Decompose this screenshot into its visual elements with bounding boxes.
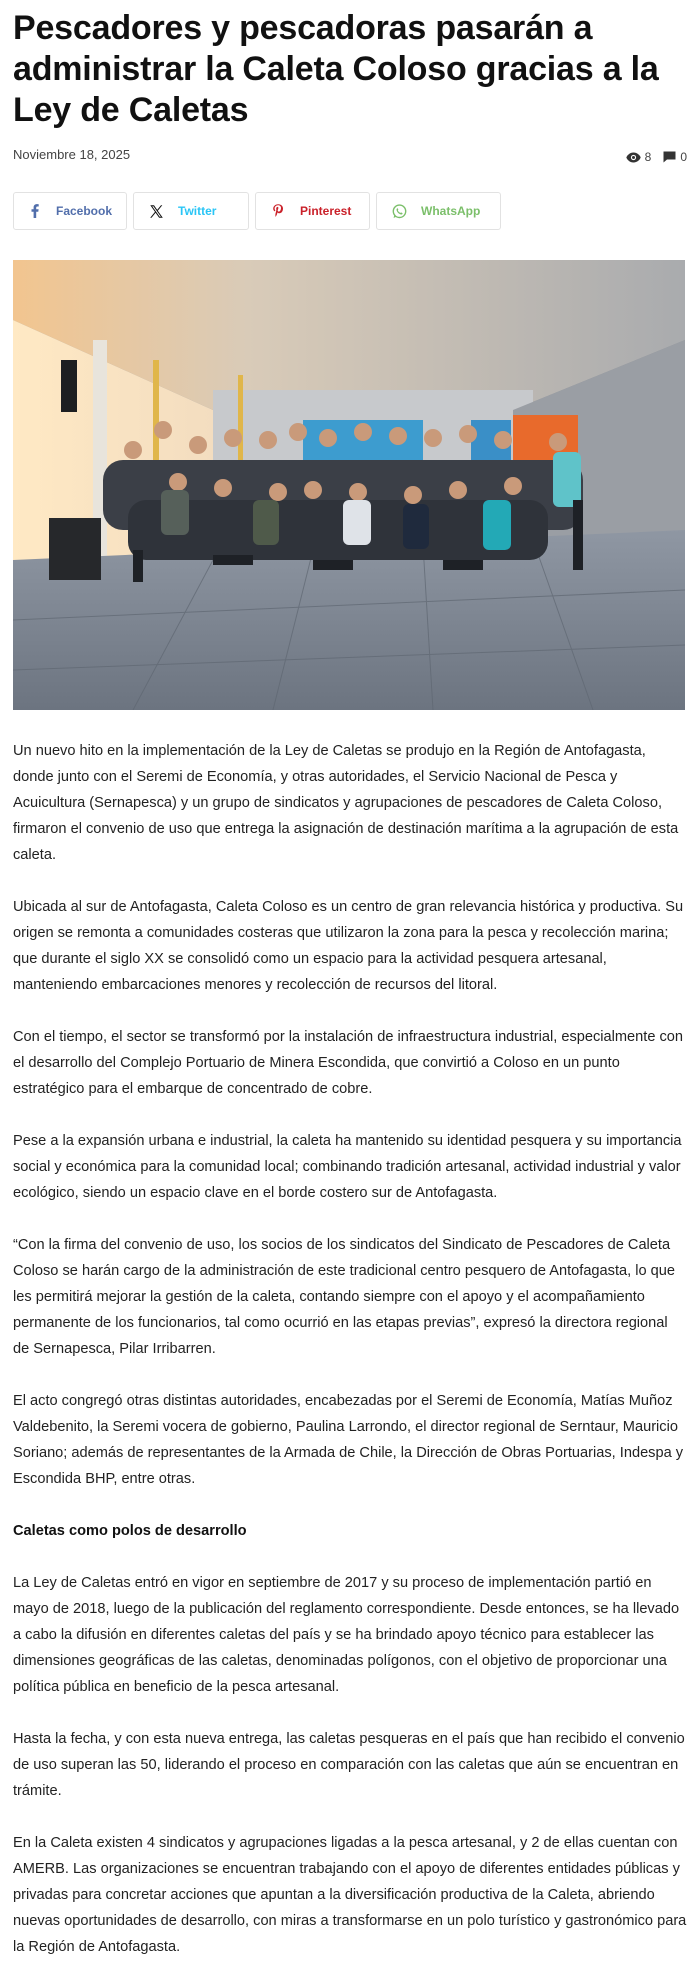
whatsapp-share-button[interactable] [376,192,501,230]
whatsapp-icon [391,203,407,219]
article-counters [626,150,687,164]
article-date: Noviembre 18, 2025 [13,147,131,162]
article-title: Pescadores y pescadoras pasarán a administrar la Caleta Coloso gracias a la Ley de Caletas [13,9,659,129]
facebook-label: Facebook [55,204,112,218]
comments-counter[interactable] [663,150,687,164]
facebook-icon [28,203,42,219]
pinterest-icon [270,203,286,219]
paragraph: La Ley de Caletas entró en vigor en septiembre de 2017 y su proceso de implementación partió en mayo de 2018, luego de la publicación del reglamento correspondiente. Desde entonces, se ha llevado a cabo la difusión en diferentes caletas del país y se ha brindado apoyo técnico para establecer las dimensiones geográficas de las caletas, denominadas polígonos, con el objetivo de proporcionar una política pública en beneficio de la pesca artesanal. [13,1575,680,1695]
section-subheading: Caletas como polos de desarrollo [13,1523,247,1539]
comment-icon [663,151,676,163]
views-count: 8 [644,150,652,164]
share-bar [13,192,687,230]
paragraph: Con el tiempo, el sector se transformó por la instalación de infraestructura industrial, especialmente con el desarrollo del Complejo Portuario de Minera Escondida, que convirtió a Coloso en un punto estratégico para el embarque de concentrado de cobre. [13,1029,684,1097]
pinterest-share-button[interactable] [255,192,370,230]
eye-icon [626,152,641,163]
paragraph: En la Caleta existen 4 sindicatos y agrupaciones ligadas a la pesca artesanal, y 2 de ellas cuentan con AMERB. Las organizaciones se encuentran trabajando con el apoyo de diferentes entidades públicas y privadas para concretar acciones que apuntan a la diversificación productiva de la Caleta, abriendo nuevas oportunidades de desarrollo, con miras a transformarse en un polo turístico y gastronómico para la Región de Antofagasta. [13,1835,687,1955]
paragraph: Ubicada al sur de Antofagasta, Caleta Coloso es un centro de gran relevancia histórica y productiva. Su origen se remonta a comunidades costeras que utilizaron la zona para la pesca y recolección marina; que durante el siglo XX se consolidó como un espacio para la actividad pesquera artesanal, manteniendo embarcaciones menores y recolección de recursos del litoral. [13,899,684,993]
article-photo [13,260,685,710]
paragraph: “Con la firma del convenio de uso, los socios de los sindicatos del Sindicato de Pescadores de Caleta Coloso se harán cargo de la administración de este tradicional centro pesquero de Antofagasta, lo que les permitirá mejorar la gestión de la caleta, contando siempre con el apoyo y el acompañamiento permanente de los funcionarios, tal como ocurrió en las etapas previas”, expresó la directora regional de Sernapesca, Pilar Irribarren. [13,1237,676,1357]
group-photo-illustration [13,260,685,710]
paragraph: Un nuevo hito en la implementación de la Ley de Caletas se produjo en la Región de Antofagasta, donde junto con el Seremi de Economía, y otras autoridades, el Servicio Nacional de Pesca y Acuicultura (Sernapesca) y un grupo de sindicatos y agrupaciones de pescadores de Caleta Coloso, firmaron el convenio de uso que entrega la asignación de destinación marítima a la agrupación de esta caleta. [13,743,679,863]
paragraph: El acto congregó otras distintas autoridades, encabezadas por el Seremi de Economía, Matías Muñoz Valdebenito, la Seremi vocera de gobierno, Paulina Larrondo, el director regional de Serntaur, Mauricio Soriano; además de representantes de la Armada de Chile, la Dirección de Obras Portuarias, Indespa y Escondida BHP, entre otras. [13,1393,684,1487]
twitter-share-button[interactable] [133,192,249,230]
whatsapp-label: WhatsApp [421,204,481,218]
pinterest-label: Pinterest [300,204,352,218]
twitter-label: Twitter [178,204,217,218]
paragraph: Pese a la expansión urbana e industrial, la caleta ha mantenido su identidad pesquera y su importancia social y económica para la comunidad local; combinando tradición artesanal, actividad industrial y valor ecológico, siendo un espacio clave en el borde costero sur de Antofagasta. [13,1133,682,1201]
x-twitter-icon [148,203,164,219]
article-body [13,738,687,1960]
article-meta [13,146,687,182]
comments-count: 0 [680,150,687,164]
views-counter [626,150,652,164]
paragraph: Hasta la fecha, y con esta nueva entrega, las caletas pesqueras en el país que han recibido el convenio de uso superan las 50, liderando el proceso en comparación con las caletas que aún se encuentran en trámite. [13,1731,685,1799]
facebook-share-button[interactable] [13,192,127,230]
